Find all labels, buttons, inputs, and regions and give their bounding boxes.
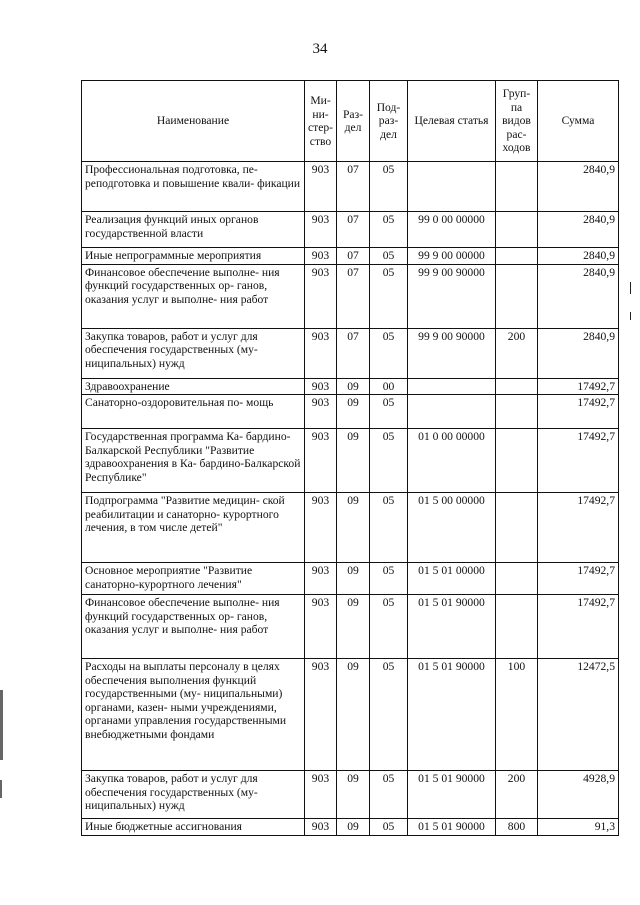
table-row — [82, 212, 619, 248]
cell-subsection: 00 — [370, 378, 408, 395]
budget-table — [81, 80, 619, 836]
cell-name: Санаторно-оздоровительная по- мощь — [82, 395, 305, 429]
table-row — [82, 819, 619, 836]
cell-ministry: 903 — [305, 563, 337, 595]
cell-expense-group — [496, 162, 538, 212]
cell-target-article — [408, 162, 496, 212]
cell-target-article: 99 9 00 90000 — [408, 264, 496, 328]
cell-section: 09 — [337, 563, 370, 595]
cell-ministry: 903 — [305, 429, 337, 493]
cell-expense-group — [496, 429, 538, 493]
cell-sum: 2840,9 — [538, 328, 619, 378]
cell-section: 09 — [337, 819, 370, 836]
cell-section: 07 — [337, 212, 370, 248]
table-row — [82, 429, 619, 493]
table-row — [82, 395, 619, 429]
cell-section: 09 — [337, 378, 370, 395]
header-target-article: Целевая статья — [408, 81, 496, 162]
cell-ministry: 903 — [305, 395, 337, 429]
cell-subsection: 05 — [370, 328, 408, 378]
cell-sum: 17492,7 — [538, 378, 619, 395]
cell-subsection: 05 — [370, 595, 408, 659]
cell-ministry: 903 — [305, 771, 337, 819]
cell-subsection: 05 — [370, 429, 408, 493]
cell-sum: 17492,7 — [538, 429, 619, 493]
cell-target-article: 01 5 01 90000 — [408, 771, 496, 819]
cell-expense-group — [496, 595, 538, 659]
table-row — [82, 248, 619, 265]
cell-subsection: 05 — [370, 395, 408, 429]
cell-section: 09 — [337, 659, 370, 771]
cell-sum: 17492,7 — [538, 595, 619, 659]
cell-ministry: 903 — [305, 493, 337, 563]
cell-section: 09 — [337, 429, 370, 493]
table-row — [82, 563, 619, 595]
cell-ministry: 903 — [305, 248, 337, 265]
cell-name: Закупка товаров, работ и услуг для обеспечения государственных (му- ниципальных) нужд — [82, 771, 305, 819]
cell-expense-group: 200 — [496, 771, 538, 819]
cell-sum: 17492,7 — [538, 493, 619, 563]
cell-sum: 4928,9 — [538, 771, 619, 819]
header-row — [82, 81, 619, 162]
table-header — [82, 81, 619, 162]
table-row — [82, 659, 619, 771]
cell-name: Государственная программа Ка- бардино-Балкарской Республики "Развитие здравоохранения в Ка- бардино-Балкарской Республике" — [82, 429, 305, 493]
cell-sum: 17492,7 — [538, 563, 619, 595]
cell-expense-group: 200 — [496, 328, 538, 378]
cell-name: Финансовое обеспечение выполне- ния функций государственных ор- ганов, оказания услуг и выполне- ния работ — [82, 264, 305, 328]
cell-section: 09 — [337, 771, 370, 819]
scan-edge-mark — [0, 690, 3, 760]
cell-target-article: 99 9 00 90000 — [408, 328, 496, 378]
header-sum: Сумма — [538, 81, 619, 162]
cell-name: Иные бюджетные ассигнования — [82, 819, 305, 836]
cell-target-article: 01 5 01 90000 — [408, 819, 496, 836]
cell-name: Финансовое обеспечение выполне- ния функций государственных ор- ганов, оказания услуг и выполне- ния работ — [82, 595, 305, 659]
cell-name: Профессиональная подготовка, пе- реподготовка и повышение квали- фикации — [82, 162, 305, 212]
cell-subsection: 05 — [370, 563, 408, 595]
cell-sum: 2840,9 — [538, 162, 619, 212]
cell-sum: 2840,9 — [538, 212, 619, 248]
cell-ministry: 903 — [305, 328, 337, 378]
cell-target-article: 01 5 01 00000 — [408, 563, 496, 595]
cell-expense-group — [496, 248, 538, 265]
cell-name: Основное мероприятие "Развитие санаторно-курортного лечения" — [82, 563, 305, 595]
cell-target-article: 99 0 00 00000 — [408, 212, 496, 248]
header-subsection: Под- раз- дел — [370, 81, 408, 162]
cell-ministry: 903 — [305, 162, 337, 212]
cell-ministry: 903 — [305, 378, 337, 395]
cell-subsection: 05 — [370, 659, 408, 771]
cell-ministry: 903 — [305, 819, 337, 836]
cell-expense-group — [496, 395, 538, 429]
cell-sum: 91,3 — [538, 819, 619, 836]
cell-expense-group — [496, 563, 538, 595]
cell-target-article: 01 0 00 00000 — [408, 429, 496, 493]
header-ministry: Ми- ни- стер- ство — [305, 81, 337, 162]
cell-subsection: 05 — [370, 248, 408, 265]
cell-ministry: 903 — [305, 212, 337, 248]
cell-name: Расходы на выплаты персоналу в целях обеспечения выполнения функций государственными (му- ниципальными) органами, казен- ными учреждениями, органами управления государственными внебюджетными фондами — [82, 659, 305, 771]
table-row — [82, 595, 619, 659]
header-expense-group: Груп- па видов рас- ходов — [496, 81, 538, 162]
cell-subsection: 05 — [370, 771, 408, 819]
cell-expense-group: 800 — [496, 819, 538, 836]
header-name: Наименование — [82, 81, 305, 162]
cell-target-article: 99 9 00 00000 — [408, 248, 496, 265]
table-row — [82, 264, 619, 328]
cell-name: Здравоохранение — [82, 378, 305, 395]
cell-expense-group: 100 — [496, 659, 538, 771]
table-row — [82, 493, 619, 563]
cell-target-article — [408, 378, 496, 395]
table-body — [82, 162, 619, 836]
cell-sum: 2840,9 — [538, 264, 619, 328]
cell-ministry: 903 — [305, 595, 337, 659]
cell-name: Закупка товаров, работ и услуг для обеспечения государственных (му- ниципальных) нужд — [82, 328, 305, 378]
cell-sum: 17492,7 — [538, 395, 619, 429]
table-row — [82, 378, 619, 395]
cell-section: 07 — [337, 162, 370, 212]
cell-ministry: 903 — [305, 264, 337, 328]
cell-name: Реализация функций иных органов государственной власти — [82, 212, 305, 248]
scan-edge-mark — [630, 282, 631, 294]
cell-subsection: 05 — [370, 493, 408, 563]
cell-target-article — [408, 395, 496, 429]
cell-section: 07 — [337, 248, 370, 265]
cell-target-article: 01 5 01 90000 — [408, 595, 496, 659]
cell-sum: 12472,5 — [538, 659, 619, 771]
cell-expense-group — [496, 378, 538, 395]
cell-section: 09 — [337, 395, 370, 429]
table-row — [82, 162, 619, 212]
scan-edge-mark — [0, 780, 2, 798]
cell-ministry: 903 — [305, 659, 337, 771]
cell-expense-group — [496, 212, 538, 248]
header-section: Раз- дел — [337, 81, 370, 162]
scan-edge-mark — [630, 312, 631, 320]
cell-target-article: 01 5 00 00000 — [408, 493, 496, 563]
cell-subsection: 05 — [370, 264, 408, 328]
cell-section: 07 — [337, 264, 370, 328]
cell-expense-group — [496, 264, 538, 328]
cell-section: 09 — [337, 595, 370, 659]
cell-name: Иные непрограммные мероприятия — [82, 248, 305, 265]
cell-expense-group — [496, 493, 538, 563]
cell-subsection: 05 — [370, 819, 408, 836]
cell-section: 07 — [337, 328, 370, 378]
cell-section: 09 — [337, 493, 370, 563]
cell-name: Подпрограмма "Развитие медицин- ской реабилитации и санаторно- курортного лечения, в том числе детей" — [82, 493, 305, 563]
table-row — [82, 328, 619, 378]
cell-target-article: 01 5 01 90000 — [408, 659, 496, 771]
table-row — [82, 771, 619, 819]
cell-subsection: 05 — [370, 212, 408, 248]
cell-subsection: 05 — [370, 162, 408, 212]
page-number: 34 — [312, 41, 328, 57]
cell-sum: 2840,9 — [538, 248, 619, 265]
